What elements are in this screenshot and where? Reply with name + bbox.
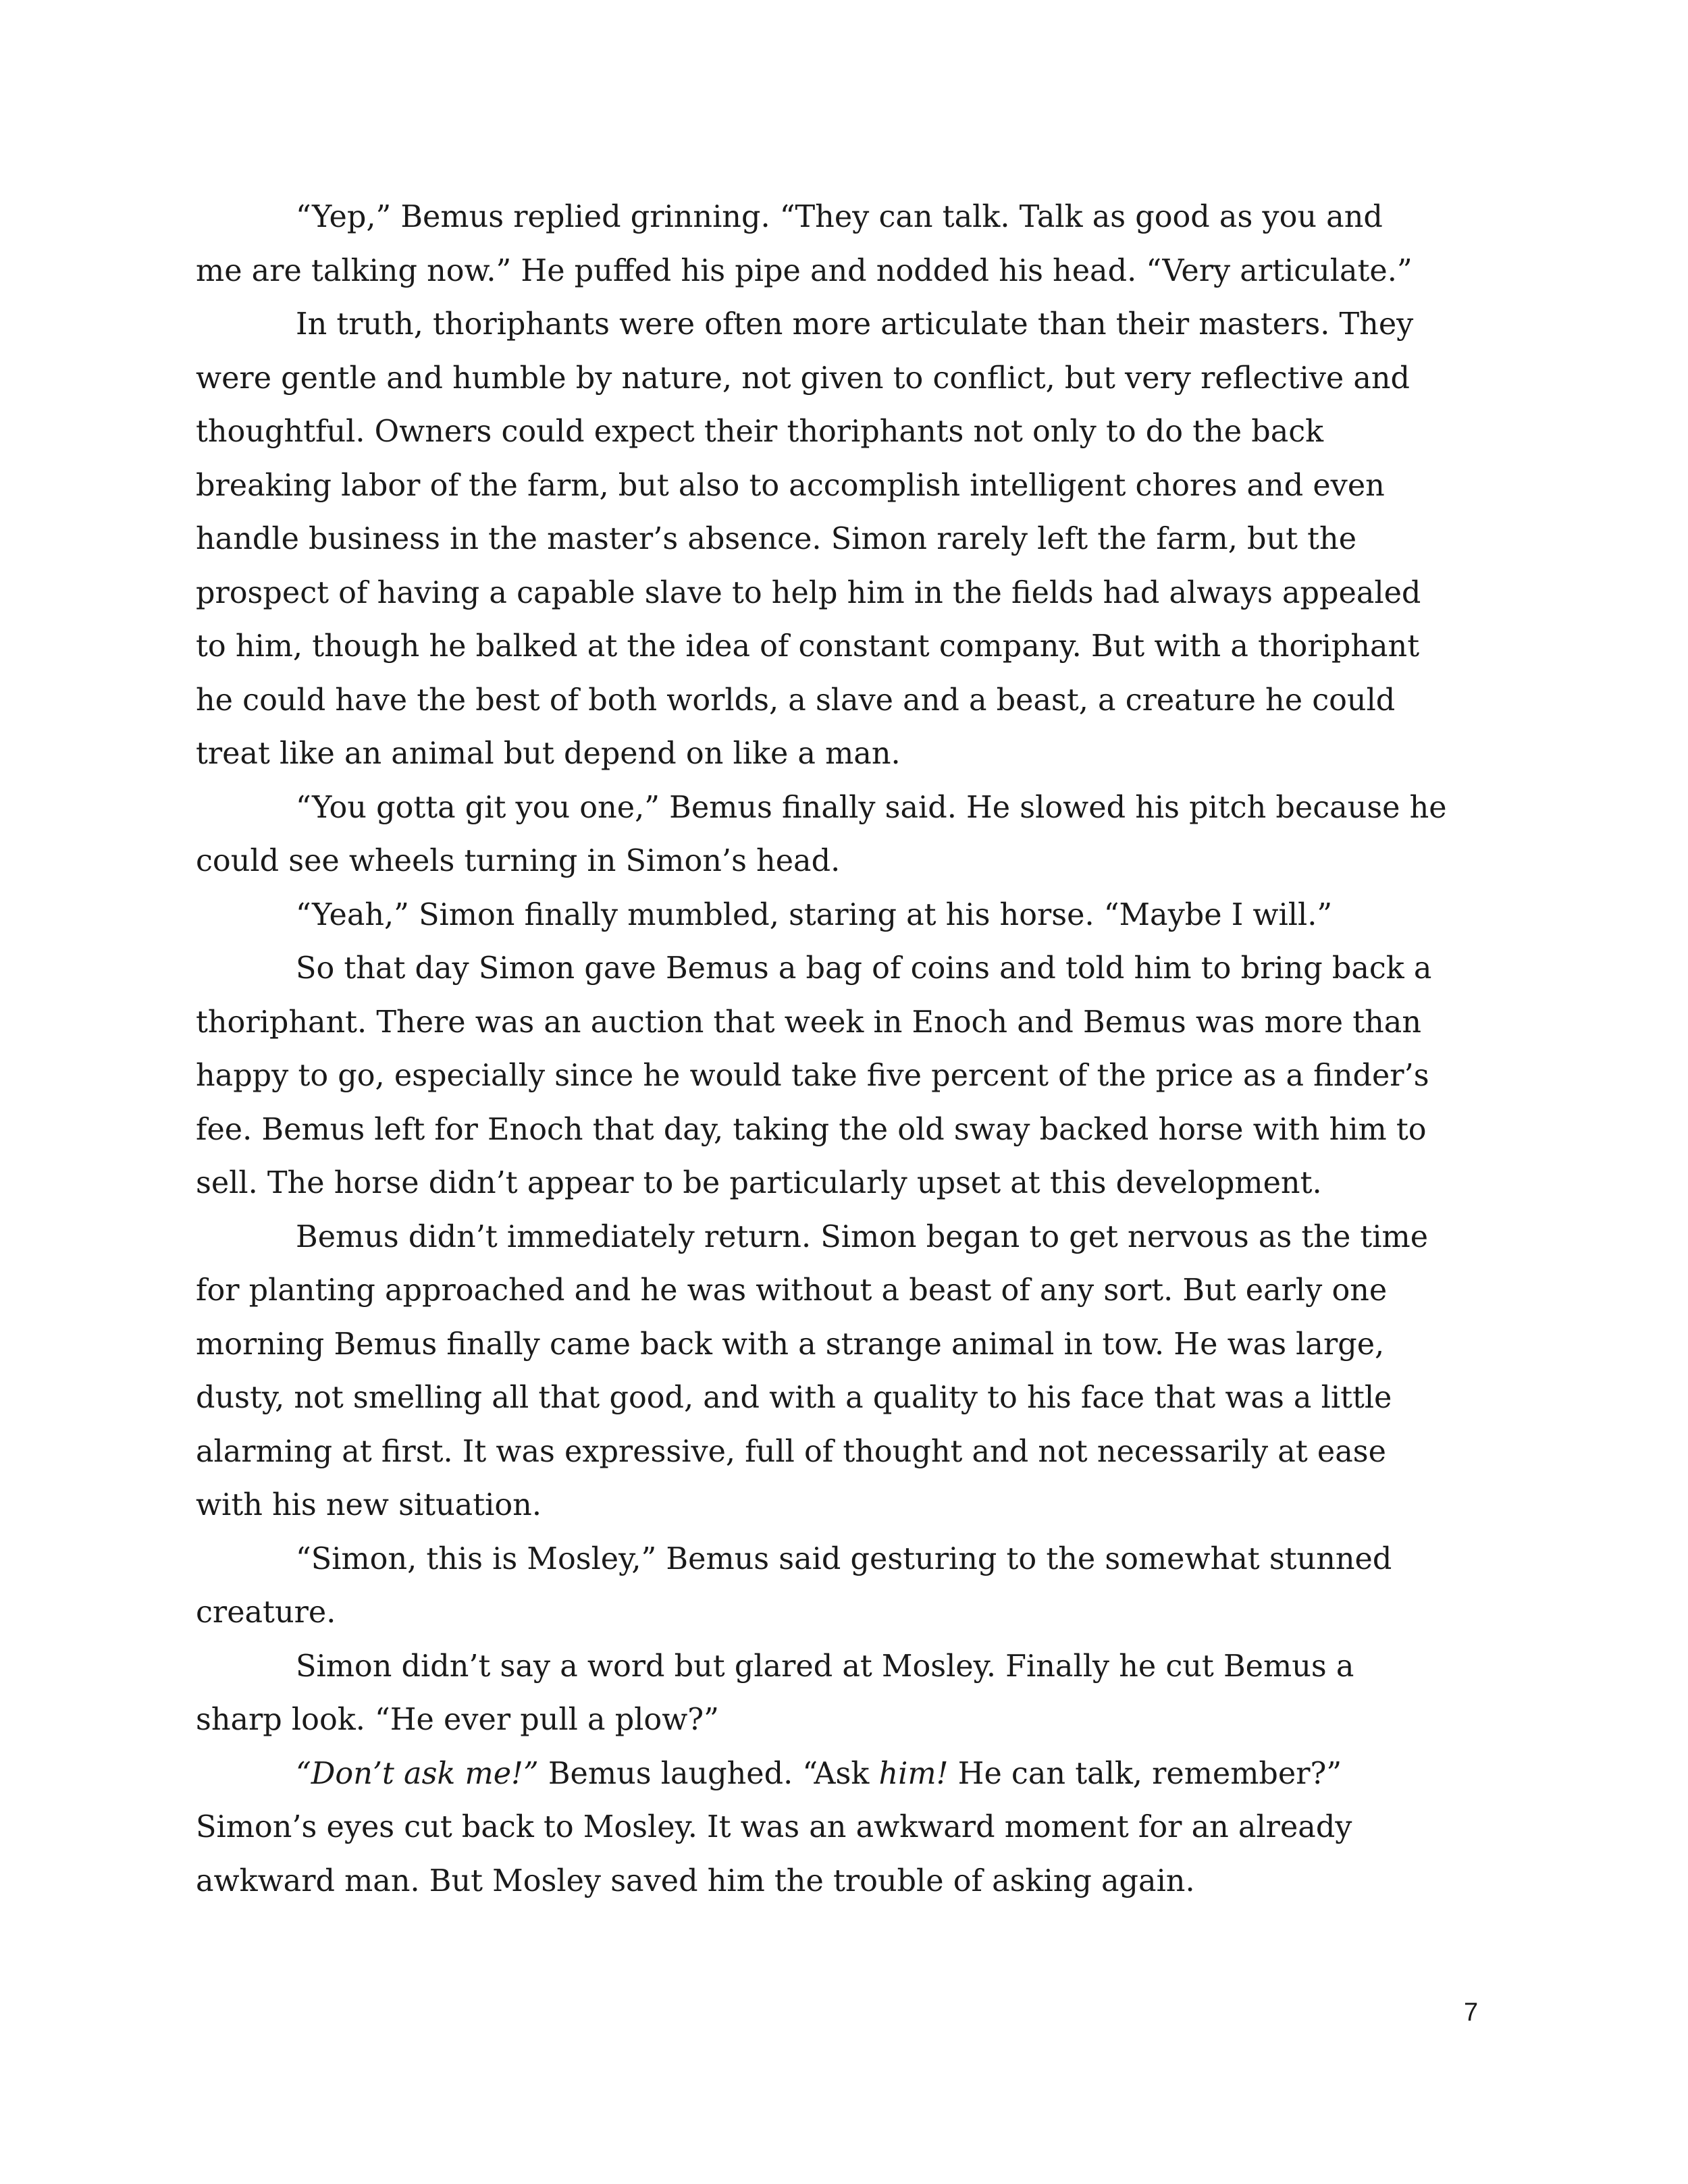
- text-line: creature.: [196, 1595, 336, 1630]
- text-line: “You gotta git you one,” Bemus finally said. He slowed his pitch because he: [296, 790, 1447, 825]
- paragraph-6: [196, 1210, 1519, 1533]
- page-body: [196, 190, 1519, 1908]
- text-line: prospect of having a capable slave to help him in the fields had always appealed: [196, 575, 1421, 610]
- text-line: “Yeah,” Simon finally mumbled, staring at his horse. “Maybe I will.”: [296, 897, 1333, 932]
- text-line: Simon didn’t say a word but glared at Mosley. Finally he cut Bemus a: [296, 1649, 1354, 1684]
- paragraph-8: [196, 1640, 1519, 1747]
- text-line: to him, though he balked at the idea of constant company. But with a thoriphant: [196, 629, 1420, 664]
- italic-emphasis: him!: [878, 1756, 949, 1791]
- text-line: alarming at first. It was expressive, full of thought and not necessarily at ease: [196, 1434, 1386, 1469]
- text-line: with his new situation.: [196, 1488, 542, 1522]
- text-line: happy to go, especially since he would take five percent of the price as a finder’s: [196, 1059, 1429, 1093]
- text-line: Bemus didn’t immediately return. Simon began to get nervous as the time: [296, 1219, 1429, 1254]
- page-number: 7: [1464, 1998, 1479, 2027]
- text-line: So that day Simon gave Bemus a bag of coins and told him to bring back a: [296, 951, 1432, 986]
- text-line: he could have the best of both worlds, a slave and a beast, a creature he could: [196, 683, 1396, 718]
- text-line: for planting approached and he was without a beast of any sort. But early one: [196, 1273, 1388, 1308]
- text-line: sharp look. “He ever pull a plow?”: [196, 1703, 719, 1737]
- paragraph-3: [196, 781, 1519, 888]
- paragraph-2: [196, 298, 1519, 781]
- paragraph-7: [196, 1533, 1519, 1640]
- text-line: morning Bemus finally came back with a strange animal in tow. He was large,: [196, 1327, 1385, 1362]
- text-line: In truth, thoriphants were often more articulate than their masters. They: [296, 307, 1414, 342]
- text-line: could see wheels turning in Simon’s head.: [196, 844, 841, 878]
- text-run: He can talk, remember?”: [948, 1756, 1342, 1791]
- text-line: thoriphant. There was an auction that week in Enoch and Bemus was more than: [196, 1005, 1421, 1040]
- text-line: thoughtful. Owners could expect their thoriphants not only to do the back: [196, 415, 1324, 449]
- text-line: sell. The horse didn’t appear to be particularly upset at this development.: [196, 1166, 1322, 1200]
- text-line-mixed: [196, 1747, 1519, 1801]
- text-line: “Simon, this is Mosley,” Bemus said gesturing to the somewhat stunned: [296, 1541, 1392, 1576]
- text-line: awkward man. But Mosley saved him the trouble of asking again.: [196, 1863, 1195, 1898]
- text-run: Bemus laughed. “Ask: [538, 1756, 879, 1791]
- text-line: “Yep,” Bemus replied grinning. “They can talk. Talk as good as you and: [296, 200, 1383, 234]
- text-line: treat like an animal but depend on like a man.: [196, 737, 901, 771]
- paragraph-5: [196, 942, 1519, 1210]
- text-line: Simon’s eyes cut back to Mosley. It was an awkward moment for an already: [196, 1810, 1352, 1844]
- text-line: me are talking now.” He puffed his pipe and nodded his head. “Very articulate.”: [196, 253, 1413, 288]
- text-line: breaking labor of the farm, but also to accomplish intelligent chores and even: [196, 468, 1385, 503]
- paragraph-1: [196, 190, 1519, 298]
- text-line: handle business in the master’s absence. Simon rarely left the farm, but the: [196, 522, 1357, 556]
- italic-quote: “Don’t ask me!”: [296, 1756, 539, 1791]
- text-line: fee. Bemus left for Enoch that day, taking the old sway backed horse with him to: [196, 1112, 1427, 1147]
- paragraph-4: [196, 888, 1519, 942]
- text-line: were gentle and humble by nature, not given to conflict, but very reflective and: [196, 361, 1410, 396]
- paragraph-9: [196, 1747, 1519, 1909]
- text-line: dusty, not smelling all that good, and with a quality to his face that was a little: [196, 1381, 1392, 1415]
